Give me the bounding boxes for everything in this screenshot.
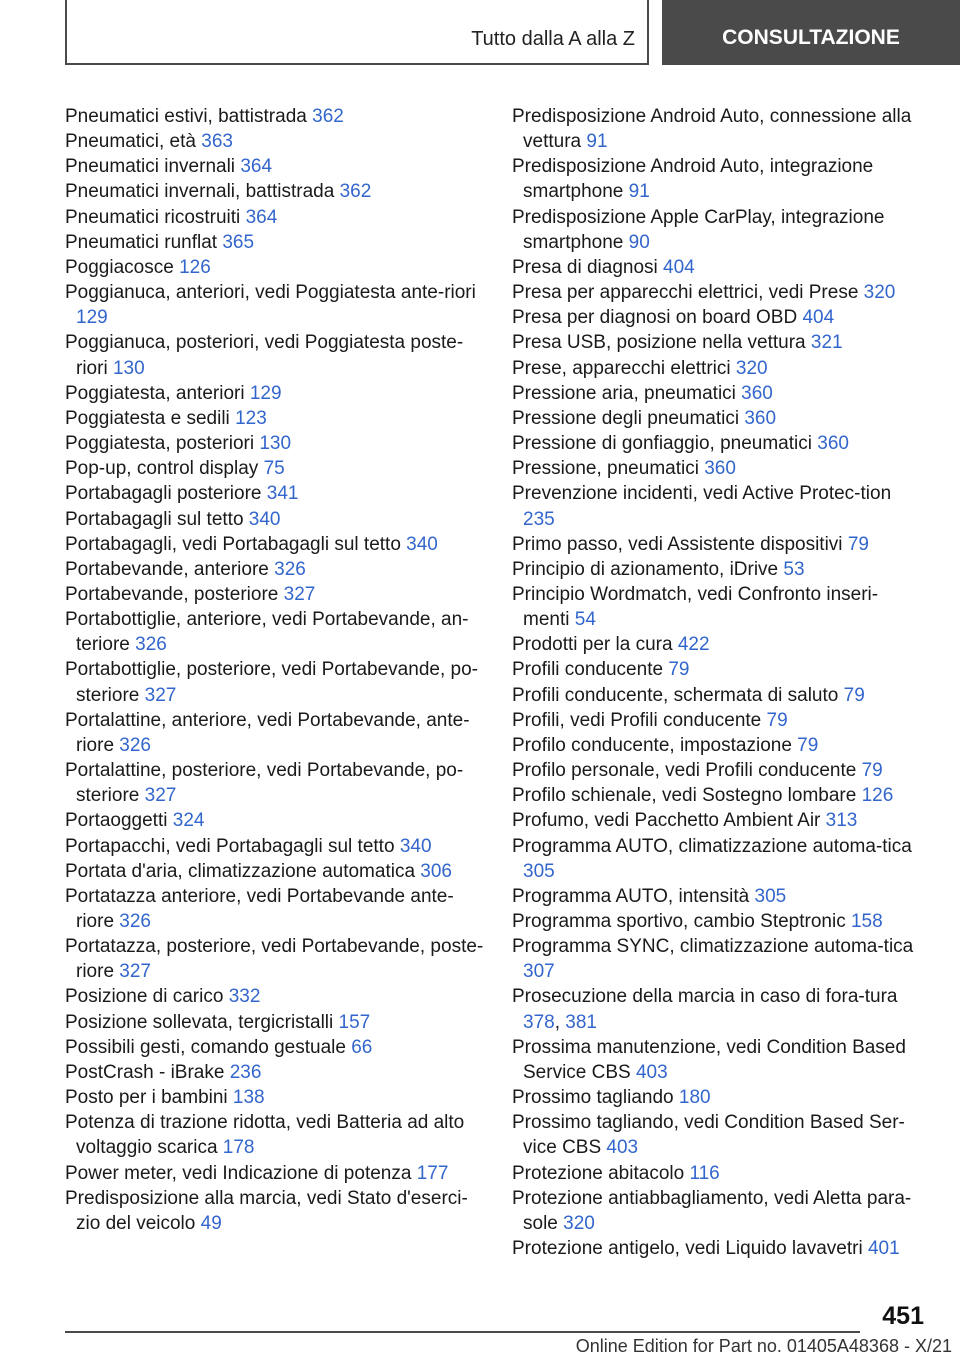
index-entry-term: Pressione aria, pneumatici (512, 382, 742, 404)
page-reference-link[interactable]: 422 (677, 634, 710, 656)
index-entry (512, 657, 922, 682)
page-number: 451 (882, 1302, 924, 1330)
index-entry (512, 255, 922, 280)
index-entry (65, 255, 485, 280)
page-reference-link[interactable]: 340 (406, 533, 438, 555)
page-reference-link[interactable]: 116 (689, 1162, 720, 1184)
page-reference-link[interactable]: 129 (76, 307, 108, 329)
index-entry-term: Prese, apparecchi elettrici (512, 357, 736, 379)
index-entry-term: Possibili gesti, comando gestuale (65, 1036, 352, 1058)
index-entry-term: Profili, vedi Profili conducente (512, 709, 767, 731)
page-reference-link[interactable]: 90 (628, 231, 650, 253)
index-entry-term: Programma AUTO, climatizzazione automa‐tica (512, 835, 912, 857)
index-entry (65, 884, 485, 934)
page-reference-link[interactable]: 79 (766, 709, 788, 731)
index-entry-term: Prevenzione incidenti, vedi Active Protec‐tion (512, 483, 892, 505)
page-reference-link[interactable]: 79 (668, 659, 690, 681)
page-reference-link[interactable]: 178 (222, 1137, 255, 1159)
header-rule-bottom (65, 63, 649, 65)
page-reference-link[interactable]: 378 (523, 1011, 555, 1033)
index-entry-term: Portabagagli posteriore (65, 483, 267, 505)
index-entry-term: Prossimo tagliando, vedi Condition Based Ser‐vice CBS (512, 1112, 905, 1159)
page-reference-link[interactable]: 66 (351, 1036, 373, 1058)
page-reference-link[interactable]: 332 (228, 986, 261, 1008)
page-reference-link[interactable]: 327 (144, 785, 177, 807)
index-entry (65, 607, 485, 657)
page-reference-link[interactable]: 320 (563, 1212, 595, 1234)
index-entry-term: Pneumatici runflat (65, 231, 223, 253)
footer-edition: Online Edition for Part no. 01405A48368 - X/21 (575, 1336, 952, 1356)
page-reference-link[interactable]: 321 (810, 332, 843, 354)
page-reference-link[interactable]: 320 (863, 282, 896, 304)
page-reference-link[interactable]: 79 (861, 760, 883, 782)
index-entry (65, 179, 485, 204)
index-entry (512, 582, 922, 632)
page-reference-link[interactable]: 235 (523, 508, 555, 530)
index-entry-term: Portabevande, posteriore (65, 583, 284, 605)
index-entry-term: Poggiacosce (65, 256, 180, 278)
index-entry (65, 532, 485, 557)
index-entry-term: Predisposizione Android Auto, integrazione smartphone (512, 156, 874, 203)
index-entry-term: Prosecuzione della marcia in caso di fora‐tura (512, 986, 898, 1008)
page-reference-link[interactable]: 130 (112, 357, 145, 379)
page-reference-link[interactable]: 79 (843, 684, 865, 706)
page-reference-link[interactable]: 326 (274, 558, 306, 580)
index-entry-term: Portabottiglie, posteriore, vedi Portabevande, po‐steriore (65, 659, 478, 706)
index-entry (512, 1236, 922, 1261)
index-entry (65, 1085, 485, 1110)
index-entry-term: Poggiatesta e sedili (65, 407, 236, 429)
page-reference-link[interactable]: 91 (586, 131, 608, 153)
index-entry (65, 808, 485, 833)
index-entry-term: Programma SYNC, climatizzazione automa‐tica (512, 936, 914, 958)
index-entry (65, 406, 485, 431)
index-entry-term: Prossima manutenzione, vedi Condition Based Service CBS (512, 1036, 906, 1083)
index-entry (65, 1161, 485, 1186)
index-entry (512, 406, 922, 431)
index-entry-term: Predisposizione Android Auto, connessione alla vettura (512, 106, 912, 153)
page-reference-link[interactable]: 129 (249, 382, 282, 404)
index-entry-term: Presa per diagnosi on board OBD (512, 307, 803, 329)
page-reference-link[interactable]: 53 (783, 558, 805, 580)
index-entry (65, 984, 485, 1009)
page-reference-link[interactable]: 138 (232, 1087, 265, 1109)
header-chapter-title: Tutto dalla A alla Z (471, 28, 635, 50)
page-reference-link[interactable]: 360 (704, 458, 736, 480)
index-entry-term: Protezione antigelo, vedi Liquido lavavetri (512, 1238, 868, 1260)
page-reference-link[interactable]: 236 (229, 1061, 262, 1083)
index-entry (65, 708, 485, 758)
index-entry-term: Pressione degli pneumatici (512, 407, 745, 429)
index-entry-term: Prodotti per la cura (512, 634, 678, 656)
index-entry-term: Poggianuca, posteriori, vedi Poggiatesta poste‐riori (65, 332, 464, 379)
page-reference-link[interactable]: 340 (248, 508, 281, 530)
index-entry (65, 834, 485, 859)
page-reference-link[interactable]: 49 (200, 1212, 222, 1234)
index-entry (512, 783, 922, 808)
index-entry (512, 1035, 922, 1085)
index-entry (65, 381, 485, 406)
index-entry (65, 456, 485, 481)
page-reference-link[interactable]: 364 (240, 156, 273, 178)
page-reference-link[interactable]: 123 (235, 407, 267, 429)
page-reference-link[interactable]: 341 (266, 483, 299, 505)
index-entry (512, 1085, 922, 1110)
index-entry-term: Posizione sollevata, tergicristalli (65, 1011, 339, 1033)
index-entry-term: Portabagagli, vedi Portabagagli sul tetto (65, 533, 407, 555)
page-reference-link[interactable]: 158 (850, 911, 883, 932)
page-reference-link[interactable]: 364 (245, 206, 278, 228)
index-entry (512, 532, 922, 557)
page-reference-link[interactable]: 401 (867, 1238, 900, 1260)
page-reference-link[interactable]: 54 (574, 609, 596, 631)
index-entry-term: Portabagagli sul tetto (65, 508, 249, 530)
index-entry (512, 808, 922, 833)
header-rule-left (65, 0, 67, 64)
page-reference-link[interactable]: 305 (754, 885, 787, 907)
index-entry-term: Portalattine, posteriore, vedi Portabevande, po‐steriore (65, 760, 464, 807)
footer-rule (65, 1331, 860, 1333)
index-entry-term: Principio di azionamento, iDrive (512, 558, 784, 580)
header-section-label: CONSULTAZIONE (722, 25, 900, 49)
index-entry-term: Pneumatici invernali, battistrada (65, 181, 340, 203)
index-entry-term: Profili conducente, schermata di saluto (512, 684, 844, 706)
index-entry-term: Programma sportivo, cambio Steptronic (512, 911, 851, 932)
header-section-tab (662, 0, 960, 65)
index-entry (65, 1186, 485, 1236)
index-entry (65, 1110, 485, 1160)
page-reference-link[interactable]: 327 (119, 961, 151, 983)
page-reference-link[interactable]: 360 (741, 382, 773, 404)
index-entry (512, 1186, 922, 1236)
index-entry (512, 834, 922, 884)
index-entry-term: Profilo personale, vedi Profili conducente (512, 760, 862, 782)
page-reference-link[interactable]: 326 (119, 734, 151, 756)
page-reference-link[interactable]: 404 (663, 256, 695, 278)
index-entry-term: Portaoggetti (65, 810, 173, 832)
page-reference-link[interactable]: 79 (797, 734, 819, 756)
page-reference-link[interactable]: 126 (861, 785, 894, 807)
index-entry-term: Portatazza anteriore, vedi Portabevande ante‐riore (65, 885, 454, 932)
index-entry (65, 1060, 485, 1085)
page-reference-link[interactable]: 324 (172, 810, 205, 832)
page-reference-link[interactable]: 360 (744, 407, 777, 429)
index-column-left (65, 104, 485, 1236)
index-entry (65, 657, 485, 707)
header-rule-divider (647, 0, 649, 64)
index-entry-term: Poggiatesta, anteriori (65, 382, 250, 404)
index-entry (512, 330, 922, 355)
index-entry-term: Profilo conducente, impostazione (512, 734, 798, 756)
index-column-right (512, 104, 922, 1261)
index-entry-term: Poggianuca, anteriori, vedi Poggiatesta ante‐riori (65, 282, 476, 304)
index-entry-term: Predisposizione Apple CarPlay, integrazione smartphone (512, 206, 885, 253)
page-reference-link[interactable]: 340 (399, 835, 432, 857)
page-reference-link[interactable]: 404 (802, 307, 835, 329)
page-reference-link[interactable]: 403 (606, 1137, 639, 1159)
page-reference-link[interactable]: 363 (201, 131, 233, 153)
page-reference-link[interactable]: 381 (565, 1011, 597, 1033)
index-entry: Prosecuzione della marcia in caso di fora‐tura 378, 381 (512, 986, 898, 1033)
index-entry-term: Portabottiglie, anteriore, vedi Portabevande, an‐teriore (65, 609, 469, 656)
index-entry-term: Poggiatesta, posteriori (65, 433, 260, 455)
index-entry (65, 1035, 485, 1060)
page-reference-link[interactable]: 326 (119, 911, 151, 932)
index-entry-term: Pneumatici ricostruiti (65, 206, 246, 228)
index-entry (512, 205, 922, 255)
index-entry-term: Portata d'aria, climatizzazione automatica (65, 860, 421, 882)
page-reference-link[interactable]: 362 (312, 106, 344, 127)
index-entry (65, 758, 485, 808)
index-entry (512, 758, 922, 783)
index-entry (65, 1010, 485, 1035)
index-entry (65, 230, 485, 255)
index-entry (65, 859, 485, 884)
index-entry (512, 683, 922, 708)
page-reference-link[interactable]: 126 (179, 256, 211, 278)
index-entry (512, 884, 922, 909)
index-entry-term: Posto per i bambini (65, 1087, 233, 1109)
index-entry (512, 733, 922, 758)
index-entry-term: Presa di diagnosi (512, 256, 664, 278)
page-reference-link[interactable]: 75 (263, 458, 285, 480)
index-entry-term: Protezione abitacolo (512, 1162, 690, 1184)
page-reference-link[interactable]: 320 (735, 357, 768, 379)
index-entry-term: Presa per apparecchi elettrici, vedi Prese (512, 282, 864, 304)
page-reference-link[interactable]: 326 (135, 634, 167, 656)
index-entry (512, 934, 922, 984)
index-entry (512, 280, 922, 305)
page-reference-link[interactable]: 79 (847, 533, 869, 555)
page-reference-link[interactable]: 360 (817, 433, 849, 455)
index-entry-term: Potenza di trazione ridotta, vedi Batteria ad alto voltaggio scarica (65, 1112, 465, 1159)
index-entry (512, 632, 922, 657)
index-entry-term: Pressione di gonfiaggio, pneumatici (512, 433, 818, 455)
index-entry (512, 909, 922, 934)
index-entry-term: Power meter, vedi Indicazione di potenza (65, 1162, 417, 1184)
page-reference-link[interactable]: 365 (222, 231, 255, 253)
index-entry (65, 934, 485, 984)
index-entry (65, 582, 485, 607)
index-entry (512, 1110, 922, 1160)
index-entry-term: Pneumatici invernali (65, 156, 241, 178)
index-entry-term: Portatazza, posteriore, vedi Portabevande, poste‐riore (65, 936, 484, 983)
index-entry-term: Pneumatici, età (65, 131, 202, 153)
page-reference-link[interactable]: 157 (338, 1011, 371, 1033)
index-entry-term: Prossimo tagliando (512, 1087, 679, 1109)
page-reference-link[interactable]: 306 (420, 860, 452, 882)
index-entry (512, 305, 922, 330)
index-entry (65, 280, 485, 330)
index-entry (65, 104, 485, 129)
page-reference-link[interactable]: 327 (283, 583, 316, 605)
page-reference-link[interactable]: 307 (523, 961, 555, 983)
page-reference-link[interactable]: 91 (628, 181, 650, 203)
index-entry-term: Presa USB, posizione nella vettura (512, 332, 811, 354)
index-entry-term: Posizione di carico (65, 986, 229, 1008)
index-entry-term: Protezione antiabbagliamento, vedi Aletta para‐sole (512, 1187, 912, 1234)
index-entry-term: Profumo, vedi Pacchetto Ambient Air (512, 810, 826, 832)
index-entry (512, 104, 922, 154)
index-entry (512, 557, 922, 582)
index-entry (512, 381, 922, 406)
index-entry-term: Predisposizione alla marcia, vedi Stato d'eserci‐zio del veicolo (65, 1187, 468, 1234)
index-entry (512, 431, 922, 456)
page-reference-link[interactable]: 130 (259, 433, 292, 455)
index-entry (512, 356, 922, 381)
index-entry-term: Portabevande, anteriore (65, 558, 275, 580)
index-entry (65, 154, 485, 179)
index-entry-term: Pressione, pneumatici (512, 458, 705, 480)
index-entry-term: Primo passo, vedi Assistente dispositivi (512, 533, 848, 555)
index-entry (65, 431, 485, 456)
index-entry-term: Portapacchi, vedi Portabagagli sul tetto (65, 835, 400, 857)
index-entry (65, 507, 485, 532)
index-entry (512, 456, 922, 481)
index-entry-term: Portalattine, anteriore, vedi Portabevande, ante‐riore (65, 709, 470, 756)
page-reference-link[interactable]: 313 (825, 810, 858, 832)
page-reference-link[interactable]: 362 (339, 181, 372, 203)
page-reference-link[interactable]: 327 (144, 684, 177, 706)
page-reference-link[interactable]: 403 (635, 1061, 668, 1083)
index-entry-term: Profilo schienale, vedi Sostegno lombare (512, 785, 862, 807)
page-reference-link[interactable]: 305 (523, 860, 555, 882)
index-entry-term: Programma AUTO, intensità (512, 885, 755, 907)
index-entry (65, 481, 485, 506)
index-entry (512, 1161, 922, 1186)
index-entry-term: Pop-up, control display (65, 458, 264, 480)
page-reference-link[interactable]: 177 (416, 1162, 449, 1184)
index-entry (512, 481, 922, 531)
index-entry (512, 708, 922, 733)
index-entry-term: Pneumatici estivi, battistrada (65, 106, 313, 127)
index-entry (65, 557, 485, 582)
index-entry (65, 205, 485, 230)
index-entry-term: Profili conducente (512, 659, 669, 681)
index-entry (65, 330, 485, 380)
index-entry-term: Principio Wordmatch, vedi Confronto inseri‐menti (512, 583, 879, 631)
index-entry-term: PostCrash - iBrake (65, 1061, 230, 1083)
page-reference-link[interactable]: 180 (678, 1087, 711, 1109)
index-entry (512, 154, 922, 204)
index-entry (65, 129, 485, 154)
